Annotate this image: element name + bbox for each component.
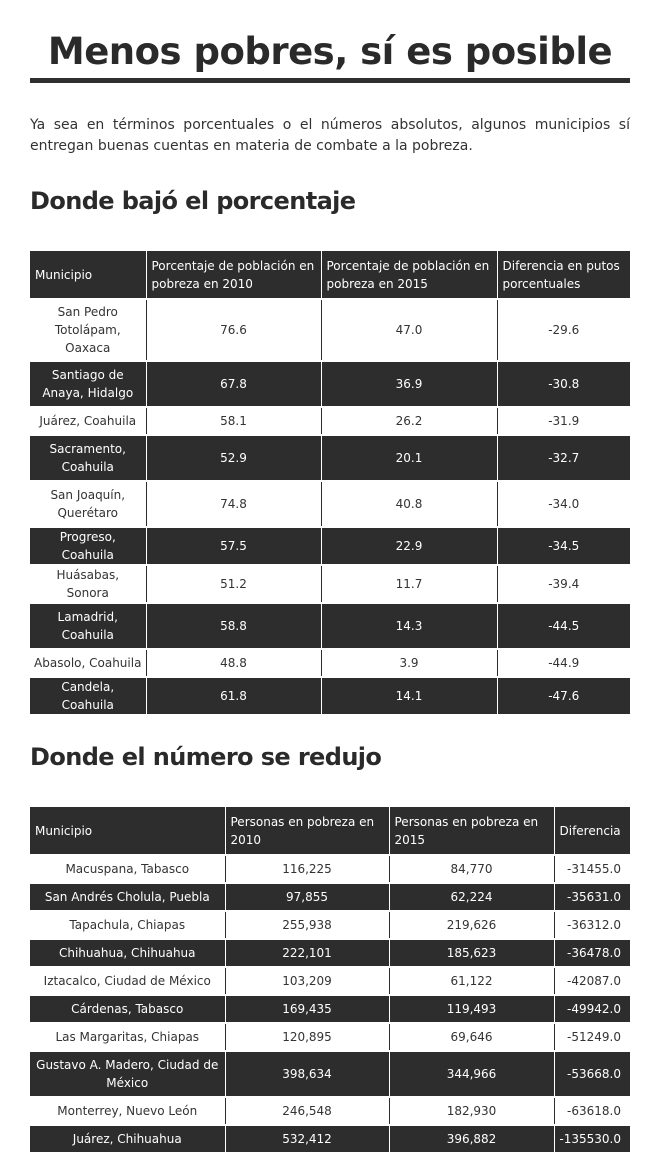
municipio-cell: Candela, Coahuila [30, 677, 146, 714]
article [30, 0, 630, 1152]
difference-cell: -42087.0 [554, 967, 630, 995]
column-header: Municipio [30, 251, 146, 299]
value-cell: 67.8 [146, 361, 321, 407]
table-row [30, 1097, 630, 1125]
value-cell: 61,122 [389, 967, 554, 995]
value-cell: 97,855 [225, 883, 389, 911]
value-cell: 103,209 [225, 967, 389, 995]
value-cell: 3.9 [321, 649, 497, 677]
percentage-table [30, 251, 630, 714]
table-row [30, 299, 630, 361]
difference-cell: -44.9 [497, 649, 630, 677]
municipio-cell: Las Margaritas, Chiapas [30, 1023, 225, 1051]
table-row [30, 677, 630, 714]
section2-title: Donde el número se redujo [30, 743, 382, 771]
municipio-cell: Gustavo A. Madero, Ciudad de México [30, 1051, 225, 1097]
value-cell: 169,435 [225, 995, 389, 1023]
municipio-cell: Chihuahua, Chihuahua [30, 939, 225, 967]
value-cell: 74.8 [146, 481, 321, 527]
municipio-cell: San Andrés Cholula, Puebla [30, 883, 225, 911]
difference-cell: -44.5 [497, 603, 630, 649]
column-header: Personas en pobreza en 2015 [389, 807, 554, 855]
value-cell: 36.9 [321, 361, 497, 407]
value-cell: 52.9 [146, 435, 321, 481]
value-cell: 84,770 [389, 855, 554, 883]
value-cell: 58.1 [146, 407, 321, 435]
value-cell: 26.2 [321, 407, 497, 435]
value-cell: 14.1 [321, 677, 497, 714]
table-row [30, 407, 630, 435]
value-cell: 182,930 [389, 1097, 554, 1125]
municipio-cell: Santiago de Anaya, Hidalgo [30, 361, 146, 407]
difference-cell: -53668.0 [554, 1051, 630, 1097]
title-divider [30, 78, 630, 83]
value-cell: 222,101 [225, 939, 389, 967]
table-header-row [30, 807, 630, 855]
difference-cell: -29.6 [497, 299, 630, 361]
column-header: Porcentaje de población en pobreza en 2010 [146, 251, 321, 299]
difference-cell: -135530.0 [554, 1125, 630, 1152]
value-cell: 11.7 [321, 565, 497, 603]
table-row [30, 883, 630, 911]
table-row [30, 995, 630, 1023]
difference-cell: -63618.0 [554, 1097, 630, 1125]
table-row [30, 527, 630, 565]
page-title: Menos pobres, sí es posible [47, 30, 613, 73]
difference-cell: -36478.0 [554, 939, 630, 967]
value-cell: 76.6 [146, 299, 321, 361]
table-row [30, 939, 630, 967]
value-cell: 246,548 [225, 1097, 389, 1125]
column-header: Porcentaje de población en pobreza en 2015 [321, 251, 497, 299]
municipio-cell: Juárez, Chihuahua [30, 1125, 225, 1152]
municipio-cell: Macuspana, Tabasco [30, 855, 225, 883]
value-cell: 62,224 [389, 883, 554, 911]
value-cell: 22.9 [321, 527, 497, 565]
value-cell: 51.2 [146, 565, 321, 603]
difference-cell: -31.9 [497, 407, 630, 435]
difference-cell: -49942.0 [554, 995, 630, 1023]
column-header: Personas en pobreza en 2010 [225, 807, 389, 855]
value-cell: 20.1 [321, 435, 497, 481]
absolute-number-table [30, 807, 630, 1152]
table-row [30, 603, 630, 649]
value-cell: 398,634 [225, 1051, 389, 1097]
value-cell: 185,623 [389, 939, 554, 967]
column-header: Diferencia [554, 807, 630, 855]
difference-cell: -47.6 [497, 677, 630, 714]
value-cell: 14.3 [321, 603, 497, 649]
table-row [30, 435, 630, 481]
value-cell: 48.8 [146, 649, 321, 677]
table-row [30, 1051, 630, 1097]
value-cell: 47.0 [321, 299, 497, 361]
municipio-cell: Tapachula, Chiapas [30, 911, 225, 939]
table-row [30, 855, 630, 883]
value-cell: 396,882 [389, 1125, 554, 1152]
municipio-cell: Sacramento, Coahuila [30, 435, 146, 481]
value-cell: 116,225 [225, 855, 389, 883]
table-row [30, 967, 630, 995]
table-row [30, 565, 630, 603]
municipio-cell: Huásabas, Sonora [30, 565, 146, 603]
value-cell: 119,493 [389, 995, 554, 1023]
municipio-cell: Juárez, Coahuila [30, 407, 146, 435]
table-header-row [30, 251, 630, 299]
municipio-cell: Progreso, Coahuila [30, 527, 146, 565]
value-cell: 120,895 [225, 1023, 389, 1051]
table-row [30, 1023, 630, 1051]
value-cell: 532,412 [225, 1125, 389, 1152]
column-header: Diferencia en putos porcentuales [497, 251, 630, 299]
difference-cell: -51249.0 [554, 1023, 630, 1051]
table-row [30, 1125, 630, 1152]
municipio-cell: Monterrey, Nuevo León [30, 1097, 225, 1125]
value-cell: 219,626 [389, 911, 554, 939]
value-cell: 61.8 [146, 677, 321, 714]
intro-paragraph: Ya sea en términos porcentuales o el números absolutos, algunos municipios sí entregan buenas cuentas en materia de combate a la pobreza. [30, 117, 630, 154]
value-cell: 255,938 [225, 911, 389, 939]
municipio-cell: San Joaquín, Querétaro [30, 481, 146, 527]
table-row [30, 481, 630, 527]
difference-cell: -34.5 [497, 527, 630, 565]
table-row [30, 361, 630, 407]
difference-cell: -36312.0 [554, 911, 630, 939]
municipio-cell: Abasolo, Coahuila [30, 649, 146, 677]
difference-cell: -31455.0 [554, 855, 630, 883]
column-header: Municipio [30, 807, 225, 855]
difference-cell: -39.4 [497, 565, 630, 603]
municipio-cell: San Pedro Totolápam, Oaxaca [30, 299, 146, 361]
municipio-cell: Iztacalco, Ciudad de México [30, 967, 225, 995]
value-cell: 57.5 [146, 527, 321, 565]
difference-cell: -30.8 [497, 361, 630, 407]
value-cell: 344,966 [389, 1051, 554, 1097]
difference-cell: -32.7 [497, 435, 630, 481]
table-row [30, 911, 630, 939]
section1-title: Donde bajó el porcentaje [30, 187, 356, 215]
value-cell: 69,646 [389, 1023, 554, 1051]
value-cell: 40.8 [321, 481, 497, 527]
difference-cell: -34.0 [497, 481, 630, 527]
municipio-cell: Lamadrid, Coahuila [30, 603, 146, 649]
difference-cell: -35631.0 [554, 883, 630, 911]
table-row [30, 649, 630, 677]
value-cell: 58.8 [146, 603, 321, 649]
municipio-cell: Cárdenas, Tabasco [30, 995, 225, 1023]
